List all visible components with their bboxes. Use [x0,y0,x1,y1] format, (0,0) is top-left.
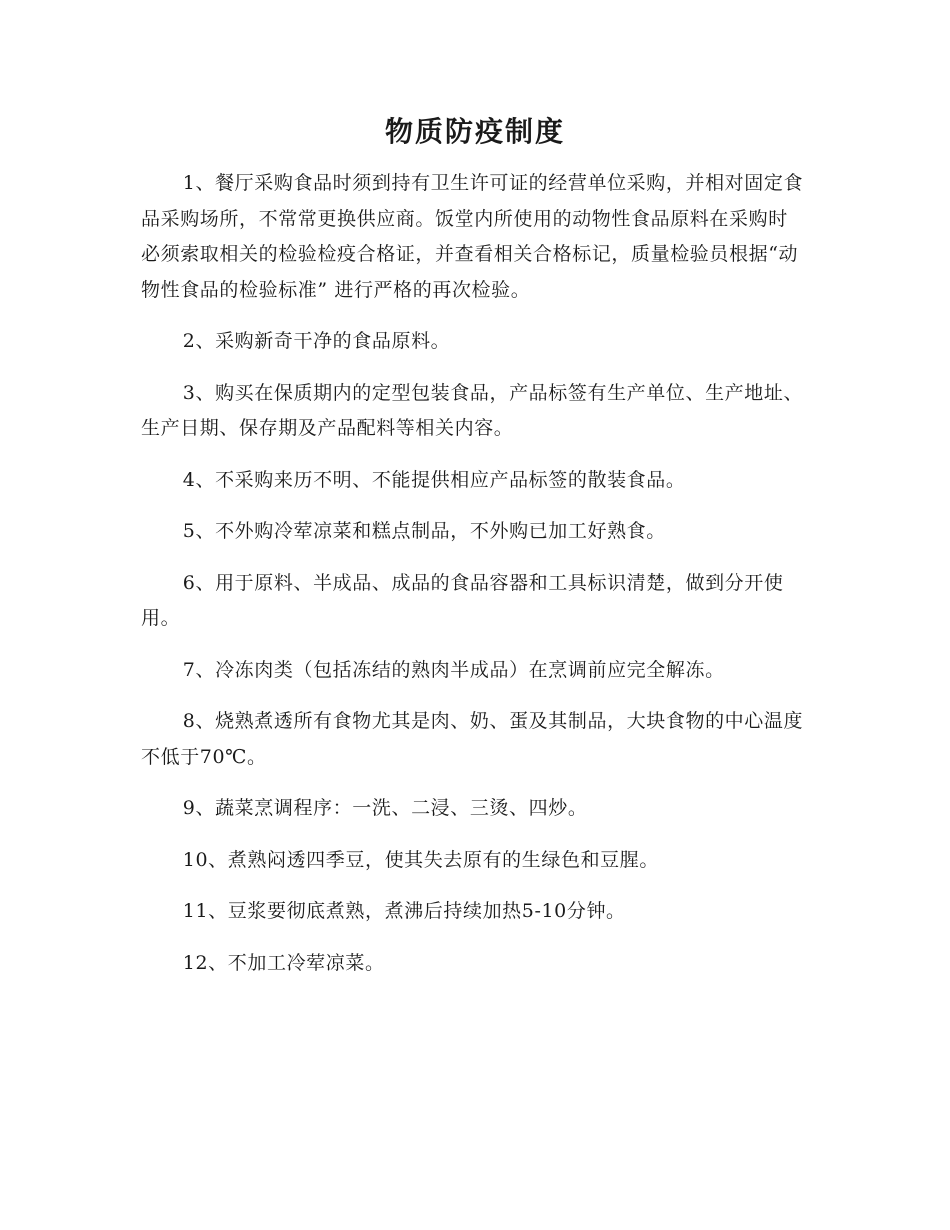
paragraph-4: 4、不采购来历不明、不能提供相应产品标签的散装食品。 [182,468,686,491]
paragraph-7: 7、冷冻肉类（包括冻结的熟肉半成品）在烹调前应完全解冻。 [182,658,725,681]
document-body [141,166,807,997]
paragraph-2: 2、采购新奇干净的食品原料。 [182,330,451,352]
paragraph-5: 5、不外购冷荤凉菜和糕点制品，不外购已加工好熟食。 [182,520,666,542]
paragraph-6: 6、用于原料、半成品、成品的食品容器和工具标识清楚，做到分开使用。 [141,571,784,629]
paragraph-3: 3、购买在保质期内的定型包装食品，产品标签有生产单位、生产地址、生产日期、保存期及产品配料等相关内容。 [141,381,804,439]
paragraph-11: 11、豆浆要彻底煮熟，煮沸后持续加热5-10分钟。 [182,900,626,922]
paragraph-1: 1、餐厅采购食品时须到持有卫生许可证的经营单位采购，并相对固定食品采购场所，不常常更换供应商。饭堂内所使用的动物性食品原料在采购时必须索取相关的检验检疫合格证，并查看相关合格标记，质量检验员根据“动物性食品的检验标准” 进行严格的再次检验。 [141,172,804,301]
paragraph-10: 10、煮熟闷透四季豆，使其失去原有的生绿色和豆腥。 [182,848,659,871]
paragraph-9: 9、蔬菜烹调程序：一洗、二浸、三烫、四炒。 [182,797,588,819]
paragraph-12: 12、不加工冷荤凉菜。 [182,951,385,974]
page-title: 物质防疫制度 [384,115,565,148]
paragraph-8: 8、烧熟煮透所有食物尤其是肉、奶、蛋及其制品，大块食物的中心温度不低于70℃。 [141,710,804,768]
